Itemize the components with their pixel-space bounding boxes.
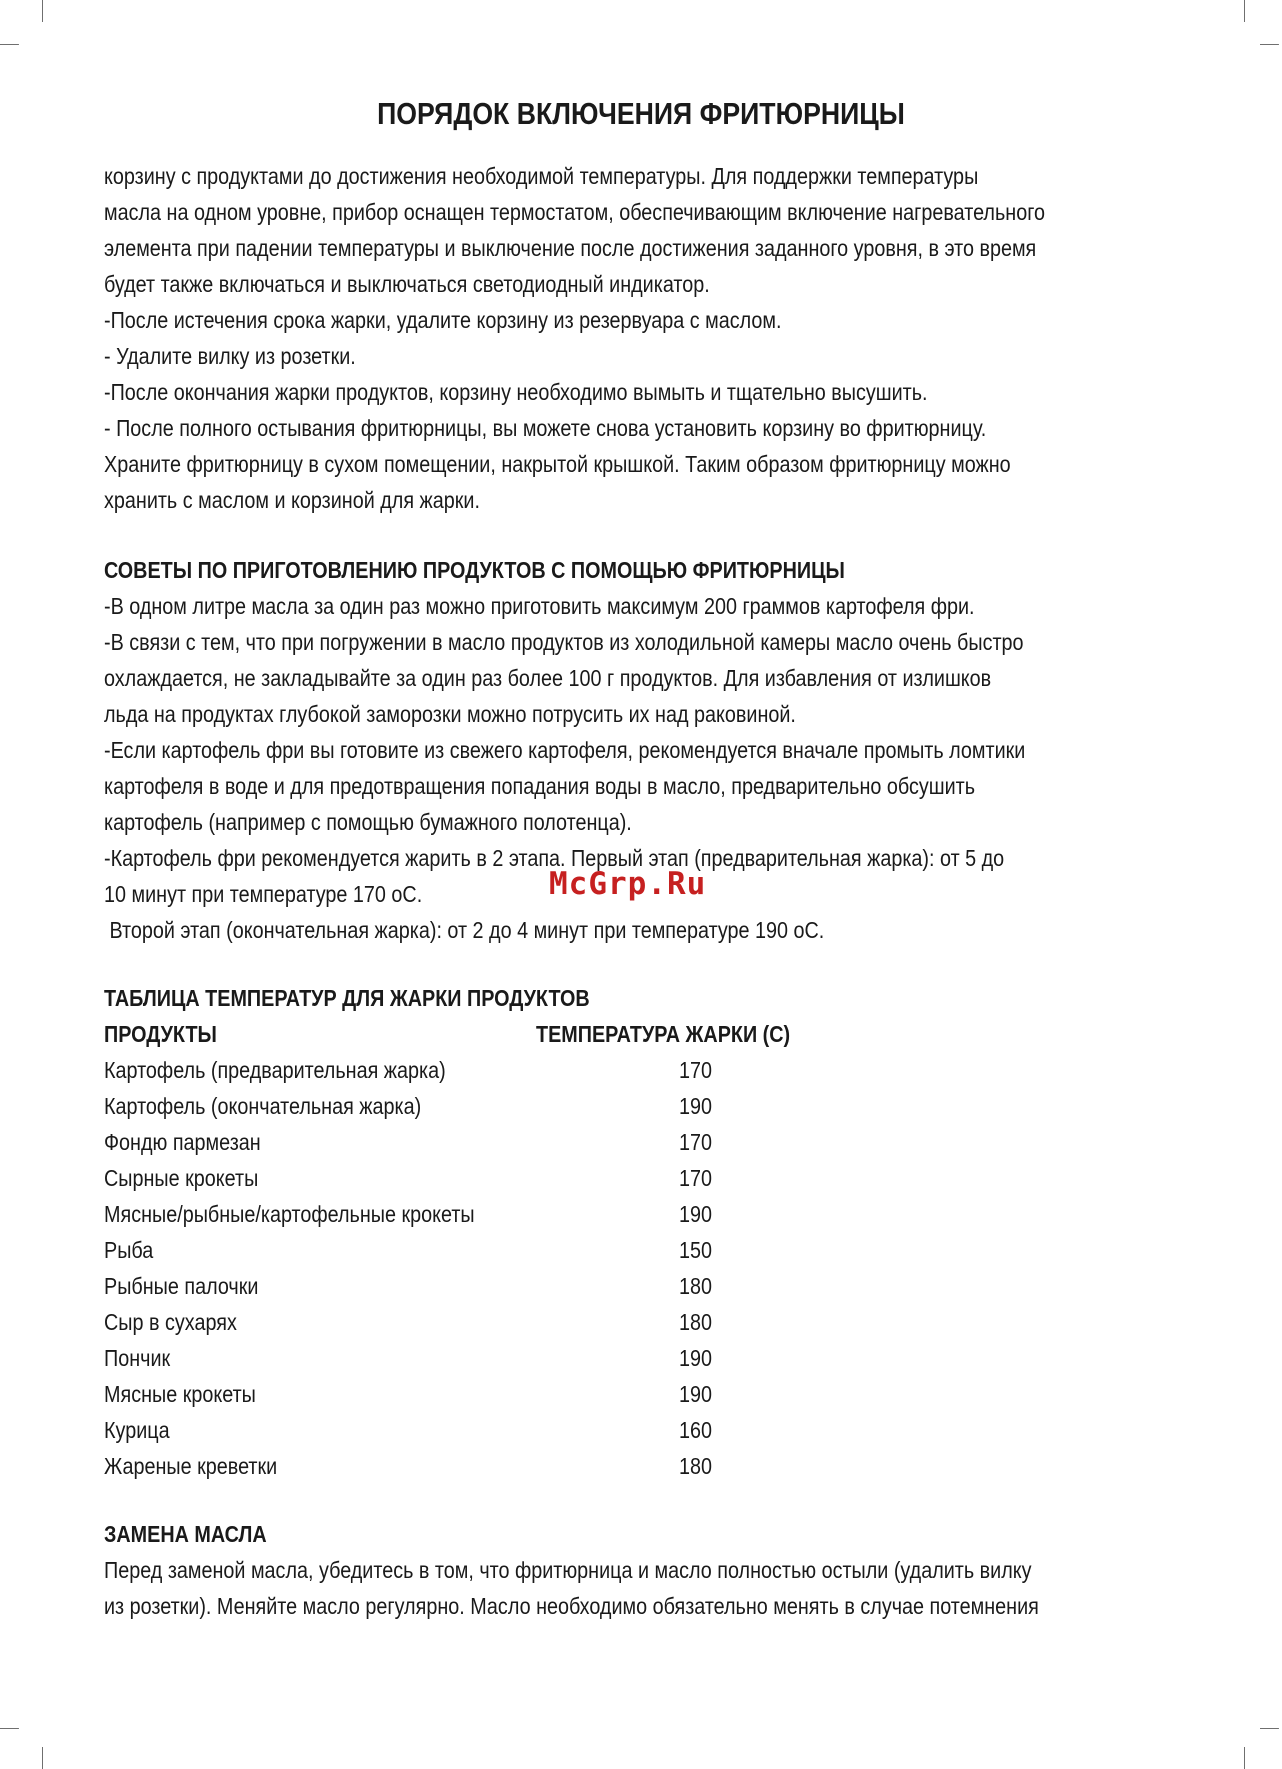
table-row: [104, 1052, 1184, 1088]
text-line: Храните фритюрницу в сухом помещении, накрытой крышкой. Таким образом фритюрницу можно: [104, 451, 1011, 477]
temperature-cell: 180: [679, 1453, 713, 1479]
crop-mark: [1244, 0, 1245, 22]
product-cell: Курица: [104, 1417, 170, 1443]
product-cell: Сыр в сухарях: [104, 1309, 237, 1335]
column-header-product: ПРОДУКТЫ: [104, 1021, 217, 1047]
product-cell: Рыба: [104, 1237, 154, 1263]
table-row: [104, 1232, 1184, 1268]
watermark: McGrp.Ru: [549, 866, 707, 902]
text-line: корзину с продуктами до достижения необходимой температуры. Для поддержки температуры: [104, 163, 979, 189]
text-line: охлаждается, не закладывайте за один раз более 100 г продуктов. Для избавления от излишков: [104, 665, 992, 691]
crop-mark: [42, 0, 43, 22]
temperature-table: [104, 980, 1184, 1484]
product-cell: Сырные крокеты: [104, 1165, 259, 1191]
table-row: [104, 1160, 1184, 1196]
text-line: льда на продуктах глубокой заморозки можно потрусить их над раковиной.: [104, 701, 796, 727]
table-row: [104, 1412, 1184, 1448]
product-cell: Пончик: [104, 1345, 171, 1371]
text-line: -Картофель фри рекомендуется жарить в 2 этапа. Первый этап (предварительная жарка): от 5 до: [104, 845, 1005, 871]
text-line: Перед заменой масла, убедитесь в том, что фритюрница и масло полностью остыли (удалить вилку: [104, 1557, 1032, 1583]
table-row: [104, 1088, 1184, 1124]
text-line: -После окончания жарки продуктов, корзину необходимо вымыть и тщательно высушить.: [104, 379, 928, 405]
text-line: хранить с маслом и корзиной для жарки.: [104, 487, 480, 513]
text-line: элемента при падении температуры и выключение после достижения заданного уровня, в это время: [104, 235, 1037, 261]
text-line: -В одном литре масла за один раз можно приготовить максимум 200 граммов картофеля фри.: [104, 593, 975, 619]
table-row: [104, 1340, 1184, 1376]
temperature-cell: 190: [679, 1381, 713, 1407]
product-cell: Фондю пармезан: [104, 1129, 261, 1155]
text-line: -После истечения срока жарки, удалите корзину из резервуара с маслом.: [104, 307, 782, 333]
table-row: [104, 1124, 1184, 1160]
crop-mark: [42, 1747, 43, 1769]
table-row: [104, 1196, 1184, 1232]
tips-heading: СОВЕТЫ ПО ПРИГОТОВЛЕНИЮ ПРОДУКТОВ С ПОМОЩЬЮ ФРИТЮРНИЦЫ: [104, 557, 845, 583]
oil-change-section: [104, 1516, 1184, 1624]
product-cell: Картофель (окончательная жарка): [104, 1093, 422, 1119]
text-line: масла на одном уровне, прибор оснащен термостатом, обеспечивающим включение нагревательного: [104, 199, 1045, 225]
text-line: картофель (например с помощью бумажного полотенца).: [104, 809, 632, 835]
text-line: из розетки). Меняйте масло регулярно. Масло необходимо обязательно менять в случае потемнения: [104, 1593, 1039, 1619]
page-title: ПОРЯДОК ВКЛЮЧЕНИЯ ФРИТЮРНИЦЫ: [377, 96, 905, 131]
crop-mark: [1260, 1728, 1279, 1729]
intro-section: [104, 158, 1184, 518]
temperature-cell: 160: [679, 1417, 713, 1443]
table-row: [104, 1376, 1184, 1412]
oil-change-heading: ЗАМЕНА МАСЛА: [104, 1521, 267, 1547]
product-cell: Жареные креветки: [104, 1453, 278, 1479]
table-row: [104, 1268, 1184, 1304]
crop-mark: [0, 44, 19, 45]
table-header-row: [104, 1016, 1184, 1052]
column-header-temperature: ТЕМПЕРАТУРА ЖАРКИ (С): [536, 1021, 791, 1047]
temperature-cell: 190: [679, 1345, 713, 1371]
temperature-cell: 170: [679, 1057, 713, 1083]
temperature-cell: 170: [679, 1165, 713, 1191]
temperature-cell: 180: [679, 1309, 713, 1335]
text-line: -Если картофель фри вы готовите из свежего картофеля, рекомендуется вначале промыть ломтики: [104, 737, 1026, 763]
product-cell: Мясные крокеты: [104, 1381, 256, 1407]
product-cell: Картофель (предварительная жарка): [104, 1057, 446, 1083]
product-cell: Мясные/рыбные/картофельные крокеты: [104, 1201, 475, 1227]
text-line: будет также включаться и выключаться светодиодный индикатор.: [104, 271, 710, 297]
temperature-cell: 150: [679, 1237, 713, 1263]
text-line: 10 минут при температуре 170 оС.: [104, 881, 423, 907]
text-line: - Удалите вилку из розетки.: [104, 343, 356, 369]
text-line: - После полного остывания фритюрницы, вы можете снова установить корзину во фритюрницу.: [104, 415, 987, 441]
table-row: [104, 1448, 1184, 1484]
crop-mark: [1260, 44, 1279, 45]
temperature-cell: 180: [679, 1273, 713, 1299]
table-row: [104, 1304, 1184, 1340]
text-line: Второй этап (окончательная жарка): от 2 до 4 минут при температуре 190 оС.: [104, 917, 825, 943]
product-cell: Рыбные палочки: [104, 1273, 259, 1299]
temperature-cell: 170: [679, 1129, 713, 1155]
text-line: картофеля в воде и для предотвращения попадания воды в масло, предварительно обсушить: [104, 773, 976, 799]
table-heading: ТАБЛИЦА ТЕМПЕРАТУР ДЛЯ ЖАРКИ ПРОДУКТОВ: [104, 985, 590, 1011]
text-line: -В связи с тем, что при погружении в масло продуктов из холодильной камеры масло очень быстро: [104, 629, 1024, 655]
crop-mark: [0, 1728, 19, 1729]
temperature-cell: 190: [679, 1201, 713, 1227]
crop-mark: [1244, 1747, 1245, 1769]
temperature-cell: 190: [679, 1093, 713, 1119]
